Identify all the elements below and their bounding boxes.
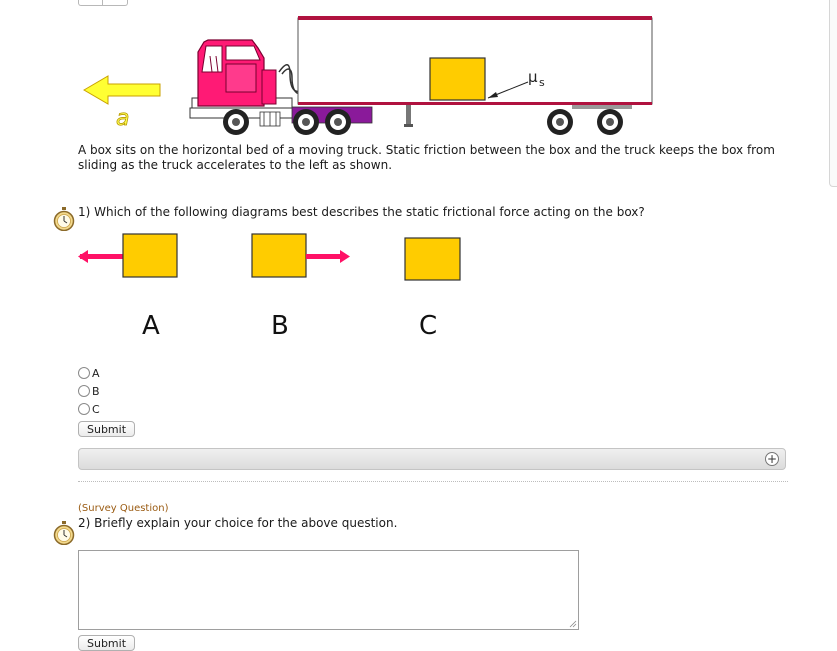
option-b[interactable]: [78, 383, 100, 399]
submit-button-q1[interactable]: Submit: [78, 421, 135, 437]
diagram-c: [405, 238, 460, 280]
question-1-text: 1) Which of the following diagrams best describes the static frictional force acting on the box?: [78, 205, 645, 219]
cargo-box: [430, 58, 485, 100]
friction-subscript: s: [539, 76, 545, 89]
option-c-label: C: [92, 402, 100, 416]
option-a[interactable]: [78, 365, 100, 381]
radio-b[interactable]: [78, 385, 90, 397]
problem-intro: A box sits on the horizontal bed of a moving truck. Static friction between the box and the truck keeps the box from sliding as the truck accelerates to the left as shown.: [78, 143, 775, 172]
truck-illustration: [76, 12, 676, 142]
plus-circle-icon[interactable]: +: [766, 452, 778, 466]
diagram-b: [252, 234, 350, 277]
diagram-a: [78, 234, 177, 277]
top-tab-strip[interactable]: [78, 0, 128, 6]
option-b-label: B: [92, 384, 100, 398]
divider: [78, 481, 788, 482]
stopwatch-icon: [53, 521, 75, 545]
acceleration-arrow: [84, 76, 160, 104]
resize-grip-icon[interactable]: [569, 620, 577, 628]
answer-textarea[interactable]: [78, 550, 579, 630]
diagram-label-a: A: [142, 311, 160, 341]
diagram-label-c: C: [419, 311, 438, 341]
scrollbar-track[interactable]: [829, 0, 837, 187]
force-diagrams: [76, 228, 476, 348]
radio-c[interactable]: [78, 403, 90, 415]
diagram-label-b: B: [271, 311, 289, 341]
option-c[interactable]: [78, 401, 100, 417]
option-a-label: A: [92, 366, 100, 380]
feedback-bar[interactable]: [78, 448, 786, 470]
stopwatch-icon: [53, 207, 75, 231]
survey-tag: (Survey Question): [78, 503, 169, 514]
acceleration-label: a: [116, 106, 130, 131]
question-2-text: 2) Briefly explain your choice for the above question.: [78, 516, 398, 530]
submit-button-q2[interactable]: Submit: [78, 635, 135, 651]
friction-label: μ: [528, 68, 538, 86]
radio-a[interactable]: [78, 367, 90, 379]
